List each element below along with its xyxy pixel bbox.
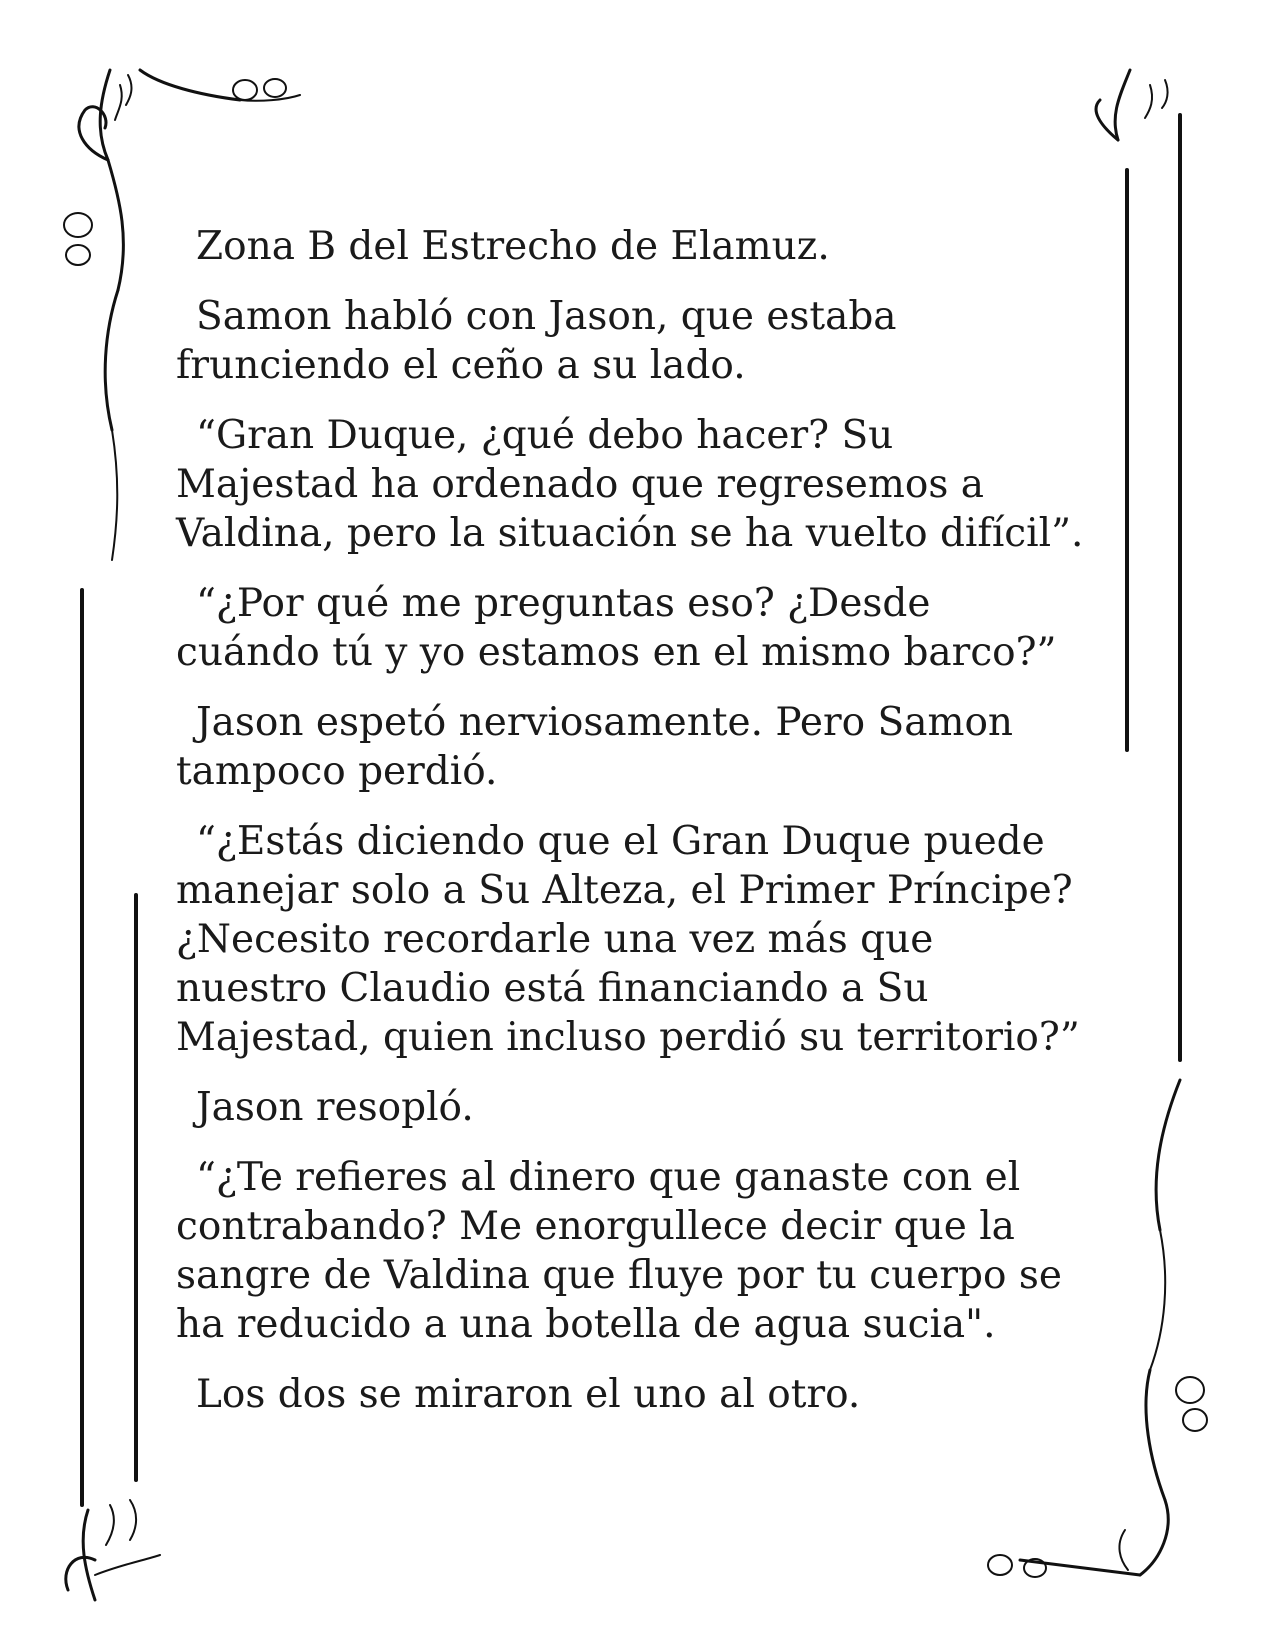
paragraph: Jason espetó nerviosamente. Pero Samon tampoco perdió. <box>176 700 1014 794</box>
paragraph: Zona B del Estrecho de Elamuz. <box>196 224 830 269</box>
top-right-flourish <box>1096 70 1168 140</box>
paragraph: “Gran Duque, ¿qué debo hacer? Su Majestad ha ordenado que regresemos a Valdina, pero la situación se ha vuelto difícil”. <box>176 413 1084 556</box>
paragraph: Jason resopló. <box>196 1085 474 1130</box>
paragraph: Los dos se miraron el uno al otro. <box>196 1372 861 1417</box>
paragraph: Samon habló con Jason, que estaba frunciendo el ceño a su lado. <box>176 294 897 388</box>
story-text <box>176 222 1086 1440</box>
paragraph: “¿Por qué me preguntas eso? ¿Desde cuándo tú y yo estamos en el mismo barco?” <box>176 581 1057 675</box>
paragraph: “¿Estás diciendo que el Gran Duque puede manejar solo a Su Alteza, el Primer Príncipe? ¿Necesito recordarle una vez más que nuestro Claudio está financiando a Su Majestad, quien incluso perdió su territorio?” <box>176 819 1080 1060</box>
paragraph: “¿Te refieres al dinero que ganaste con el contrabando? Me enorgullece decir que la sangre de Valdina que fluye por tu cuerpo se ha reducido a una botella de agua sucia". <box>176 1155 1062 1347</box>
bottom-left-flourish <box>66 1500 160 1600</box>
